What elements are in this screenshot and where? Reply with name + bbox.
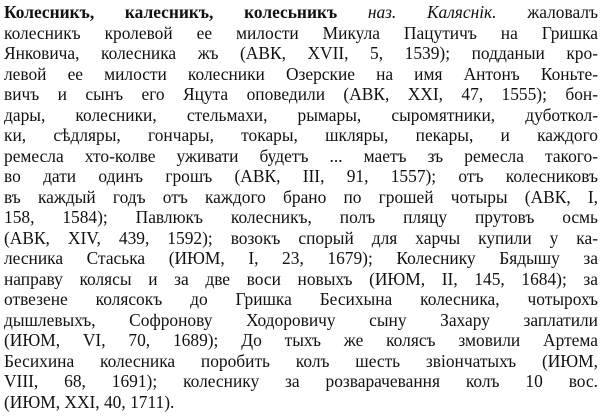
entry-line: 158, 1584); Павлюкъ колесникъ, полъ пляцу прутовъ осмь (4, 207, 598, 227)
entry-line: лесника Стаська (ИЮМ, I, 23, 1679); Колеснику Бядышу за (4, 248, 598, 268)
entry-headword: Колесникъ, калесникъ, колесьникъ (4, 2, 338, 22)
entry-line: во дати одинъ грошъ (АВК, III, 91, 1557); отъ колесниковъ (4, 166, 598, 186)
entry-line: колесникъ кролевой ее милости Микула Пацутичъ на Гришка (4, 22, 598, 43)
dictionary-entry (4, 2, 598, 412)
entry-line: направу колясы и за две воси новыхъ (ИЮМ, II, 145, 1684); за (4, 268, 598, 289)
entry-line: Янковича, колесника жъ (АВК, XVII, 5, 1539); подданыи кро- (4, 43, 598, 63)
entry-line: (АВК, XIV, 439, 1592); возокъ спорый для харчы купили у ка- (4, 227, 598, 248)
entry-line: дары, колесники, стельмахи, рымары, сыромятники, дуботкол- (4, 104, 598, 125)
entry-line: въ каждый годъ отъ каждого брано по грошей чотыры (АВК, I, (4, 186, 598, 207)
entry-line: дышлевыхъ, Софронову Ходоровичу сыну Захару заплатили (4, 309, 598, 330)
entry-line: VIII, 68, 1691); колеснику за розварачевання колъ 10 вос. (4, 371, 598, 391)
entry-line (4, 2, 598, 23)
entry-line: Бесихина колесника поробить колъ шесть звіончатыхъ (ИЮМ, (4, 350, 598, 371)
entry-line: ремесла хто-колве уживати будетъ ... маетъ зъ ремесла такого- (4, 145, 598, 166)
entry-line: (ИЮМ, VI, 70, 1689); До тыхъ же колясъ змовили Артема (4, 330, 598, 350)
entry-grammar-note: наз. Каляснік. (367, 2, 497, 22)
entry-line: ки, сѣдляры, гончары, токары, шкляры, пекары, и каждого (4, 125, 598, 145)
entry-line: (ИЮМ, XXI, 40, 1711). (4, 391, 175, 412)
entry-line: отвезене колясокъ до Гришка Бесихына колесника, чотырохъ (4, 289, 598, 309)
entry-line-text: жаловалъ (496, 2, 598, 22)
entry-line: левой ее милости колесники Озерские на имя Антонъ Коньте- (4, 63, 598, 84)
entry-line: вичъ и сынъ его Яцута оповедили (АВК, XXI, 47, 1555); бон- (4, 84, 598, 104)
